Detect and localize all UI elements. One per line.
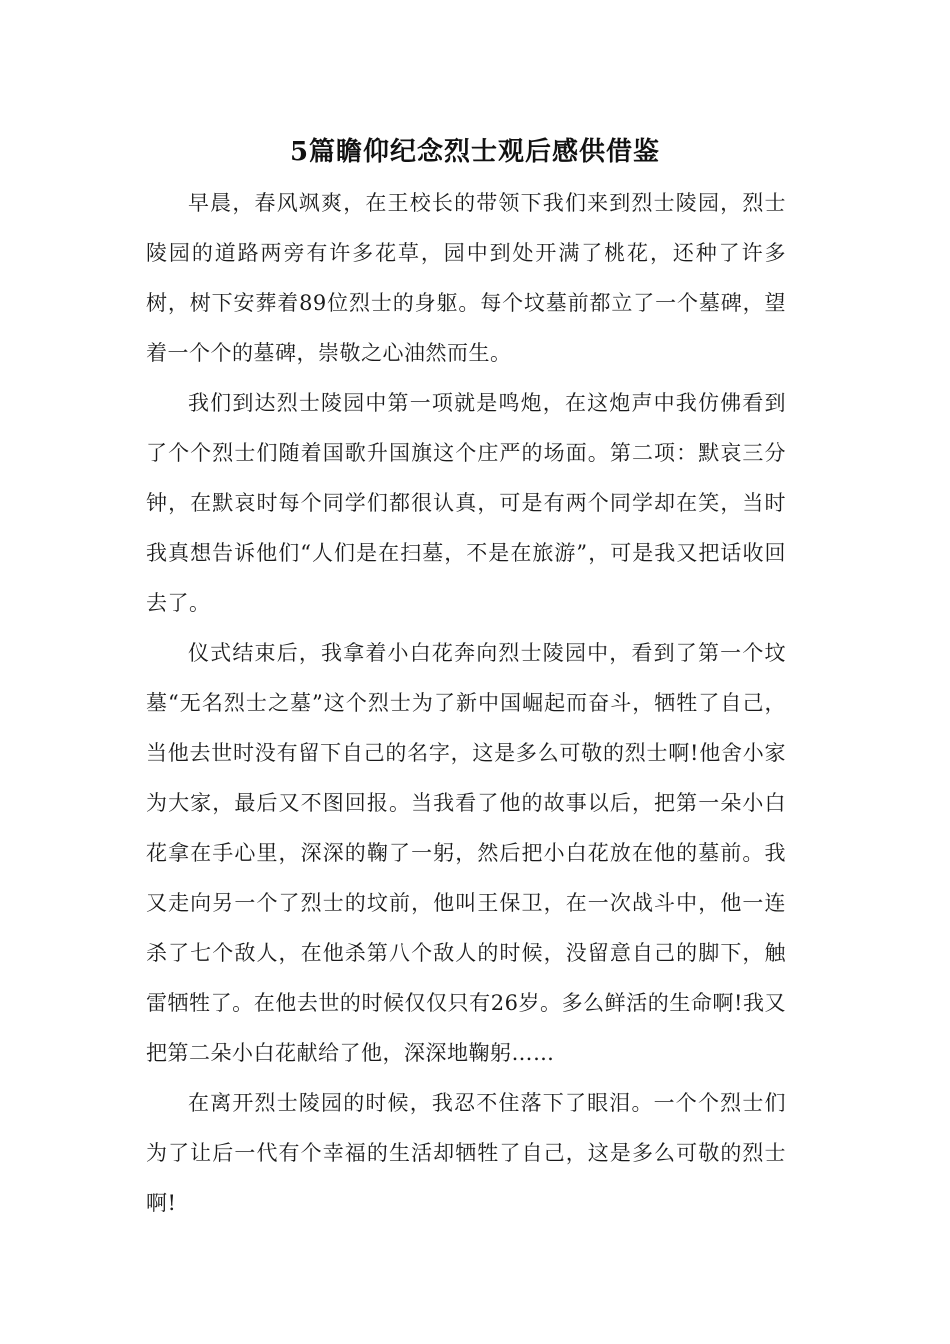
paragraph-1: 早晨，春风飒爽，在王校长的带领下我们来到烈士陵园，烈士陵园的道路两旁有许多花草，园中到处开满了桃花，还种了许多树，树下安葬着89位烈士的身躯。每个坟墓前都立了一个墓碑，望着一个个的墓碑，崇敬之心油然而生。 xyxy=(146,191,786,365)
document-body xyxy=(146,178,786,1228)
paragraph-2: 我们到达烈士陵园中第一项就是鸣炮，在这炮声中我仿佛看到了个个烈士们随着国歌升国旗这个庄严的场面。第二项：默哀三分钟，在默哀时每个同学们都很认真，可是有两个同学却在笑，当时我真想告诉他们“人们是在扫墓，不是在旅游”，可是我又把话收回去了。 xyxy=(146,391,786,615)
paragraph-3: 仪式结束后，我拿着小白花奔向烈士陵园中，看到了第一个坟墓“无名烈士之墓”这个烈士为了新中国崛起而奋斗，牺牲了自己，当他去世时没有留下自己的名字，这是多么可敬的烈士啊!他舍小家为大家，最后又不图回报。当我看了他的故事以后，把第一朵小白花拿在手心里，深深的鞠了一躬，然后把小白花放在他的墓前。我又走向另一个了烈士的坟前，他叫王保卫，在一次战斗中，他一连杀了七个敌人，在他杀第八个敌人的时候，没留意自己的脚下，触雷牺牲了。在他去世的时候仅仅只有26岁。多么鲜活的生命啊!我又把第二朵小白花献给了他，深深地鞠躬…… xyxy=(146,641,786,1065)
paragraph-4: 在离开烈士陵园的时候，我忍不住落下了眼泪。一个个烈士们为了让后一代有个幸福的生活却牺牲了自己，这是多么可敬的烈士啊! xyxy=(146,1091,786,1215)
document-title: 5篇瞻仰纪念烈士观后感供借鉴 xyxy=(289,137,661,167)
